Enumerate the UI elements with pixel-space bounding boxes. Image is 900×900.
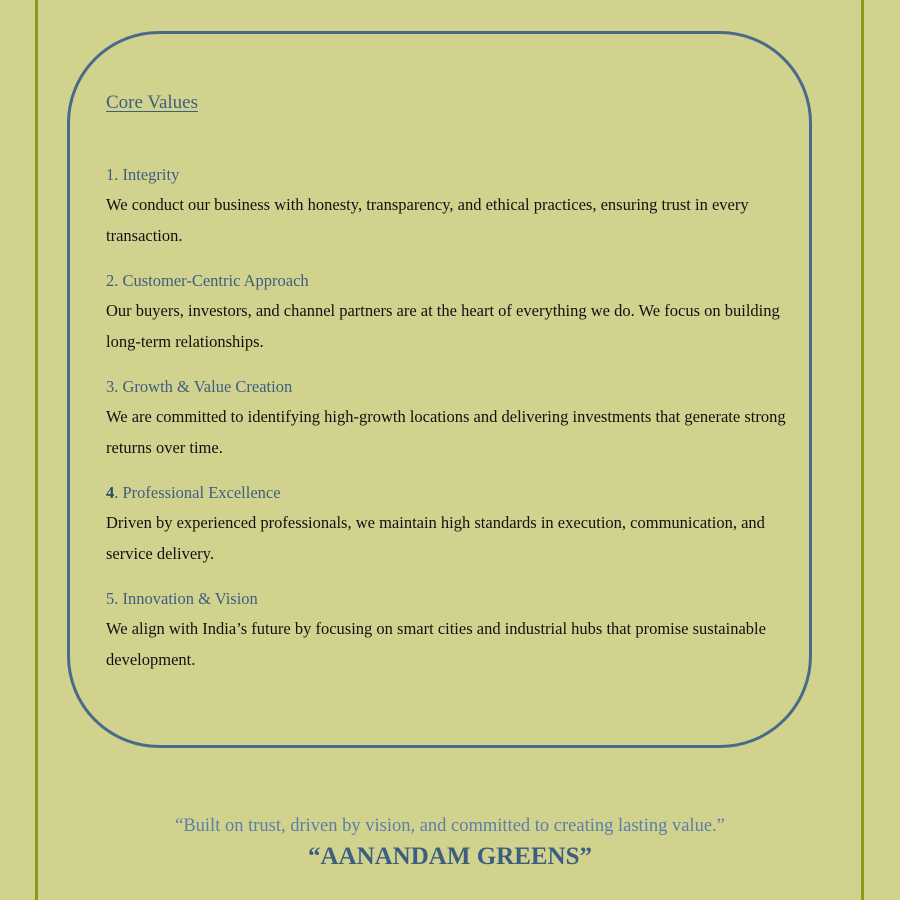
value-title	[106, 374, 806, 400]
core-values-content	[106, 92, 806, 692]
value-number: 3	[106, 377, 115, 396]
value-description: We conduct our business with honesty, transparency, and ethical practices, ensuring trust in every transaction.	[106, 195, 749, 245]
value-item-growth	[106, 374, 806, 463]
value-title-text: . Customer-Centric Approach	[114, 271, 309, 290]
value-item-integrity	[106, 162, 806, 251]
value-number: 1	[106, 165, 115, 184]
value-item-professional-excellence	[106, 480, 806, 569]
value-title	[106, 162, 806, 188]
core-values-heading: Core Values	[106, 92, 198, 113]
value-description: Driven by experienced professionals, we maintain high standards in execution, communication, and service delivery.	[106, 513, 765, 563]
value-title-text: . Innovation & Vision	[114, 589, 258, 608]
value-description: We are committed to identifying high-growth locations and delivering investments that generate strong returns over time.	[106, 407, 786, 457]
value-title-text: . Integrity	[114, 165, 180, 184]
value-description: Our buyers, investors, and channel partners are at the heart of everything we do. We focus on building long-term relationships.	[106, 301, 780, 351]
value-title	[106, 586, 806, 612]
value-title	[106, 268, 806, 294]
value-title-text: . Professional Excellence	[114, 483, 281, 502]
footer-tagline: “Built on trust, driven by vision, and committed to creating lasting value.”	[175, 816, 725, 836]
values-list	[106, 162, 806, 675]
page-border-left	[35, 0, 38, 900]
value-title	[106, 480, 806, 506]
page-border-right	[861, 0, 864, 900]
value-item-customer-centric	[106, 268, 806, 357]
value-description: We align with India’s future by focusing on smart cities and industrial hubs that promise sustainable development.	[106, 619, 766, 669]
value-number: 2	[106, 271, 115, 290]
value-item-innovation	[106, 586, 806, 675]
value-number: 5	[106, 589, 115, 608]
value-title-text: . Growth & Value Creation	[114, 377, 293, 396]
value-number: 4	[106, 483, 115, 502]
brand-name: “AANANDAM GREENS”	[307, 843, 593, 870]
